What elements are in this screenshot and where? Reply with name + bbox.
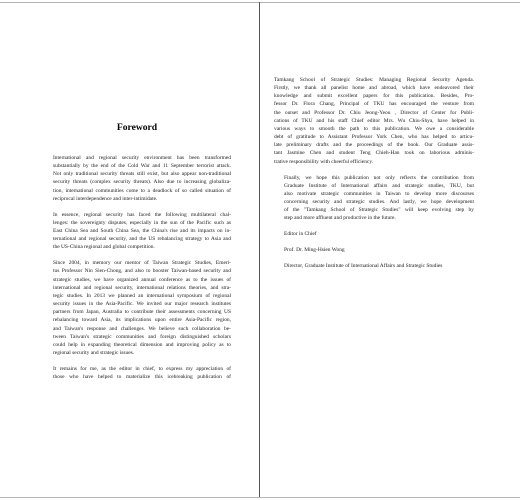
text-line: In essence, regional security has faced the following multilateral chal- <box>53 211 231 218</box>
text-line: regional security and strategic issues. <box>53 350 135 357</box>
text-line: substantially by the end of the Cold War and 11 September terrorist attack. <box>53 163 231 170</box>
text-line: International and regional security environment has been transformed <box>53 155 231 161</box>
text-line: could help in expanding theoretical dimension and improving policy as to <box>53 341 231 348</box>
paragraph <box>274 76 474 166</box>
text-line: late preliminary drafts and the proceedings of the book. Our Graduate assis- <box>274 142 474 149</box>
text-line: Finally, we hope this publication not only reflects the contribution from <box>284 174 474 181</box>
text-line: fessor Dr. Flora Chang, Principal of TKU has encouraged the venture from <box>274 101 474 108</box>
text-line: step and more affluent and productive in the future. <box>284 215 396 222</box>
text-line: the outset and Professor Dr. Chiu Jeong-Yeou , Director of Center for Publi- <box>274 109 474 116</box>
text-line: tant Jasmine Chen and student Teng Chieh-Han took on laborious adminis- <box>274 150 474 157</box>
paragraph <box>43 154 231 203</box>
paragraph <box>43 211 231 252</box>
text-line: debt of gratitude to Assistant Professor York Chen, who has helped to articu- <box>274 134 474 141</box>
left-page <box>43 0 231 500</box>
text-line: and Taiwan's response and challenges. We believe such collaboration be- <box>53 325 231 332</box>
text-line: those who have helped to materialize this icebreaking publication of <box>53 374 231 381</box>
text-line: tegic studies. In 2013 we planned an international symposium of regional <box>53 292 231 299</box>
paragraph <box>43 365 231 381</box>
text-line: international and regional security, international relations theories, and stra- <box>53 284 231 291</box>
text-line: security threats (complex security threats). Also due to increasing globaliza- <box>53 179 231 186</box>
left-page-body <box>43 154 231 389</box>
signature-name: Prof. Dr. Ming-Hsien Wong <box>284 247 345 254</box>
text-line: of the "Tamkang School of Strategic Studies" will keep evolving step by <box>284 207 474 214</box>
text-line: Since 2004, in memory our mentor of Taiwan Strategic Studies, Emeri- <box>53 260 231 267</box>
right-page <box>274 0 474 500</box>
text-line: rebalancing toward Asia, its implications upon entire Asia-Pacific region, <box>53 317 231 324</box>
text-line: tion, international communities come to a deadlock of so called situation of <box>53 187 231 194</box>
paragraph <box>274 174 474 223</box>
text-line: cations of TKU and his staff Chief editor Mrs. Wu Chiu-Shya, have helped in <box>274 117 474 124</box>
text-line: knowledge and submit excellent papers for this publication. Besides, Pro- <box>274 93 474 100</box>
right-page-body <box>274 76 474 270</box>
text-line: also motivate strategic communities in Taiwan to develop more discourses <box>284 190 474 197</box>
text-line: Graduate Institute of International affairs and strategic studies, TKU, but <box>284 182 474 189</box>
text-line: the US-China regional and global competition. <box>53 244 155 251</box>
text-line: East China Sea and South China Sea, the China's rise and its impacts on in- <box>53 228 231 235</box>
text-line: tus Professor Nin Sien-Chong, and also to booster Taiwan-based security and <box>53 268 231 275</box>
text-line: trative responsibility with cheerful efficiency. <box>274 158 374 165</box>
text-line: reciprocal interdependence and inter-intimidate. <box>53 195 158 202</box>
paragraph <box>43 259 231 357</box>
text-line: Firstly, we thank all panelist home and abroad, which have endeavored their <box>274 85 474 92</box>
text-line: partners from Japan, Australia to contribute their assessments concerning US <box>53 309 231 316</box>
text-line: various ways to smooth the path to this publication. We owe a considerable <box>274 125 474 132</box>
text-line: strategic studies, we have organized annual conference as to the issues of <box>53 276 231 283</box>
page-gutter-divider <box>259 2 260 497</box>
text-line: ternational and regional security, and the US rebalancing strategy to Asia and <box>53 236 231 243</box>
signature-affiliation: Director, Graduate Institute of International Affairs and Strategic Studies <box>284 263 443 270</box>
text-line: Tamkang School of Strategic Studies: Managing Regional Security Agenda. <box>274 77 474 83</box>
page-title: Foreword <box>116 122 158 133</box>
text-line: tween Taiwan's strategic communities and foreign distinguished scholars <box>53 333 231 340</box>
text-line: It remains for me, as the editor in chief, to express my appreciation of <box>53 365 231 372</box>
signature-role: Editor in Chief <box>284 231 317 238</box>
text-line: concerning security and strategic studies. And lastly, we hope development <box>284 198 474 205</box>
text-line: security issues in the Asia-Pacific. We invited our major research institutes <box>53 301 231 308</box>
text-line: Not only traditional security threats still exist, but also appear non-traditional <box>53 171 231 178</box>
text-line: lenges: the sovereignty disputes, especially in the sun of the Pacific such as <box>53 219 231 226</box>
